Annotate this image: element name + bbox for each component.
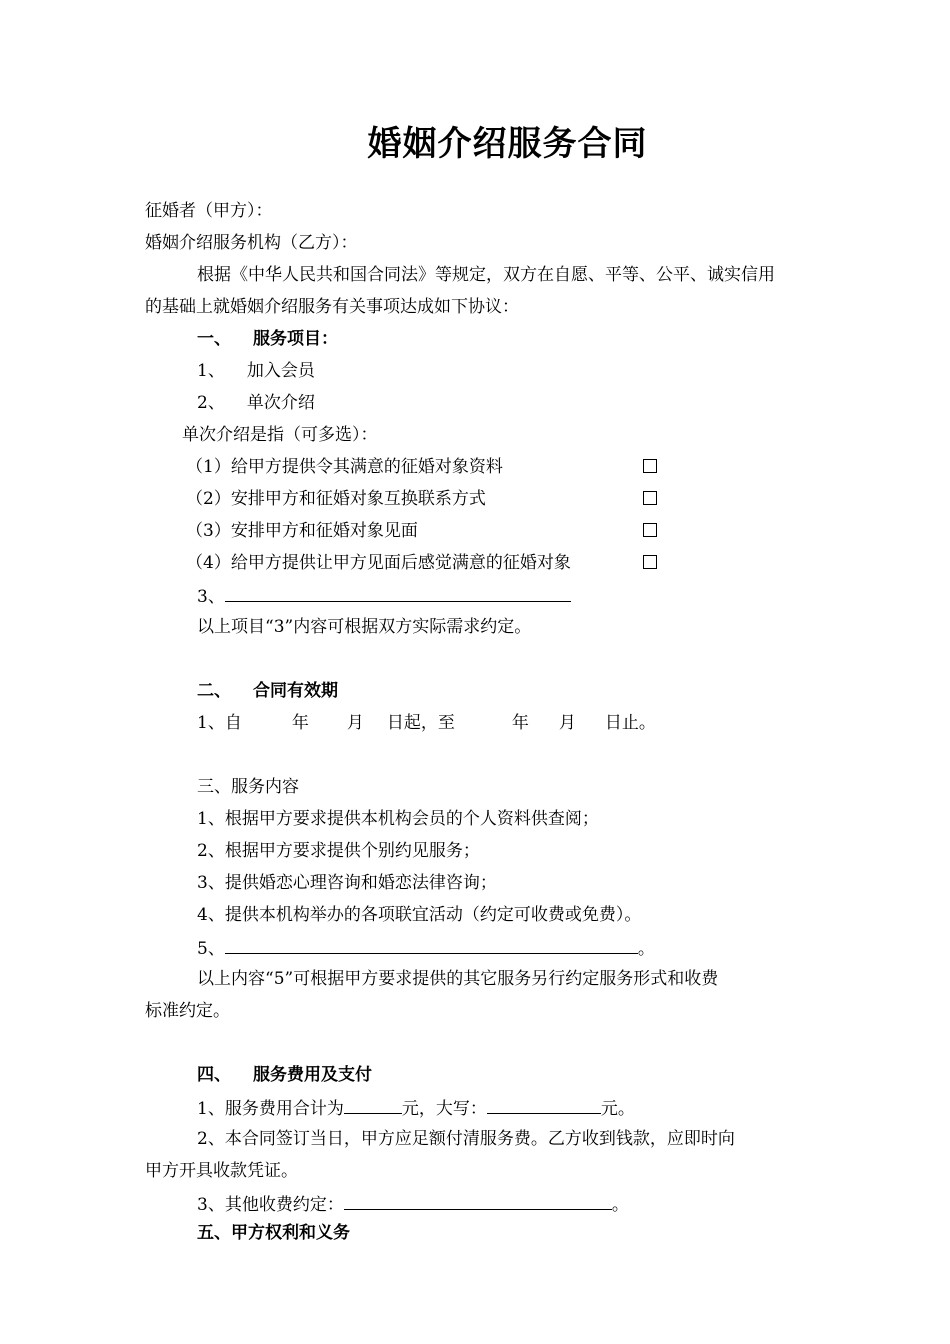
validity-day-1: 日起，至 bbox=[386, 713, 455, 733]
fee-total-label: 1、服务费用合计为 bbox=[197, 1099, 344, 1119]
section-1-title: 服务项目： bbox=[253, 329, 338, 349]
option-2-checkbox[interactable] bbox=[643, 488, 657, 510]
preamble-line-1: 根据《中华人民共和国合同法》等规定，双方在自愿、平等、公平、诚实信用 bbox=[197, 265, 775, 285]
validity-from-label: 1、自 bbox=[197, 713, 242, 733]
fee-uppercase-blank[interactable] bbox=[487, 1096, 601, 1114]
validity-month-2: 月 bbox=[558, 713, 576, 733]
other-fee-label: 3、其他收费约定： bbox=[197, 1195, 344, 1215]
validity-day-2: 日止。 bbox=[604, 713, 656, 733]
payment-line-1: 2、本合同签订当日，甲方应足额付清服务费。乙方收到钱款，应即时向 bbox=[197, 1129, 735, 1149]
service-item-1 bbox=[197, 360, 315, 382]
service-item-2-number: 2、 bbox=[197, 393, 225, 413]
section-1-heading bbox=[197, 328, 338, 350]
option-1-label: （1）给甲方提供令其满意的征婚对象资料 bbox=[186, 457, 503, 477]
validity-month-1: 月 bbox=[346, 713, 364, 733]
section-1-note: 以上项目“3”内容可根据双方实际需求约定。 bbox=[197, 617, 532, 637]
section-5-title: 五、甲方权利和义务 bbox=[197, 1223, 350, 1243]
option-1-checkbox[interactable] bbox=[643, 456, 657, 478]
section-4-heading bbox=[197, 1064, 372, 1086]
fee-unit: 元。 bbox=[600, 1099, 635, 1119]
option-4-label: （4）给甲方提供让甲方见面后感觉满意的征婚对象 bbox=[186, 553, 571, 573]
option-2-label: （2）安排甲方和征婚对象互换联系方式 bbox=[186, 489, 486, 509]
other-fee-blank[interactable] bbox=[344, 1192, 612, 1210]
fee-uppercase-label: 元，大写： bbox=[401, 1099, 487, 1119]
validity-period bbox=[197, 712, 656, 734]
service-item-1-number: 1、 bbox=[197, 361, 225, 381]
section-4-title: 服务费用及支付 bbox=[253, 1065, 372, 1085]
option-4-checkbox[interactable] bbox=[643, 552, 657, 574]
content-item-5-blank[interactable] bbox=[225, 936, 638, 954]
other-fee-line bbox=[197, 1192, 629, 1216]
content-item-5-number: 5、 bbox=[197, 939, 225, 959]
section-2-title: 合同有效期 bbox=[253, 681, 338, 701]
preamble-line-2: 的基础上就婚姻介绍服务有关事项达成如下协议： bbox=[145, 297, 519, 317]
section-3-note-line-2: 标准约定。 bbox=[145, 1001, 230, 1021]
fee-amount-blank[interactable] bbox=[344, 1096, 402, 1114]
content-item-3: 3、提供婚恋心理咨询和婚恋法律咨询； bbox=[197, 873, 497, 893]
service-item-3-blank[interactable] bbox=[225, 584, 571, 602]
service-item-2 bbox=[197, 392, 315, 414]
content-item-4: 4、提供本机构举办的各项联宜活动（约定可收费或免费）。 bbox=[197, 905, 642, 925]
document-title: 婚姻介绍服务合同 bbox=[367, 124, 648, 164]
other-fee-end: 。 bbox=[611, 1195, 629, 1215]
content-item-1: 1、根据甲方要求提供本机构会员的个人资料供查阅； bbox=[197, 809, 599, 829]
section-3-title: 三、服务内容 bbox=[197, 777, 299, 797]
section-1-number: 一、 bbox=[197, 329, 231, 349]
validity-year-2: 年 bbox=[511, 713, 529, 733]
party-a-label: 征婚者（甲方）： bbox=[145, 201, 273, 221]
party-b-label: 婚姻介绍服务机构（乙方）： bbox=[145, 233, 358, 253]
section-2-heading bbox=[197, 680, 338, 702]
service-item-3-number: 3、 bbox=[197, 587, 225, 607]
service-item-3 bbox=[197, 584, 571, 608]
service-item-1-label: 加入会员 bbox=[246, 361, 315, 381]
payment-line-2: 甲方开具收款凭证。 bbox=[145, 1161, 298, 1181]
option-3-checkbox[interactable] bbox=[643, 520, 657, 542]
content-item-5 bbox=[197, 936, 655, 960]
section-3-note-line-1: 以上内容“5”可根据甲方要求提供的其它服务另行约定服务形式和收费 bbox=[197, 969, 719, 989]
option-3-label: （3）安排甲方和征婚对象见面 bbox=[186, 521, 418, 541]
section-2-number: 二、 bbox=[197, 681, 231, 701]
fee-line bbox=[197, 1096, 635, 1120]
single-intro-label: 单次介绍是指（可多选）： bbox=[182, 425, 378, 445]
service-item-2-label: 单次介绍 bbox=[246, 393, 315, 413]
section-4-number: 四、 bbox=[197, 1065, 231, 1085]
validity-year-1: 年 bbox=[291, 713, 309, 733]
content-item-2: 2、根据甲方要求提供个别约见服务； bbox=[197, 841, 480, 861]
content-item-5-end: 。 bbox=[637, 939, 655, 959]
